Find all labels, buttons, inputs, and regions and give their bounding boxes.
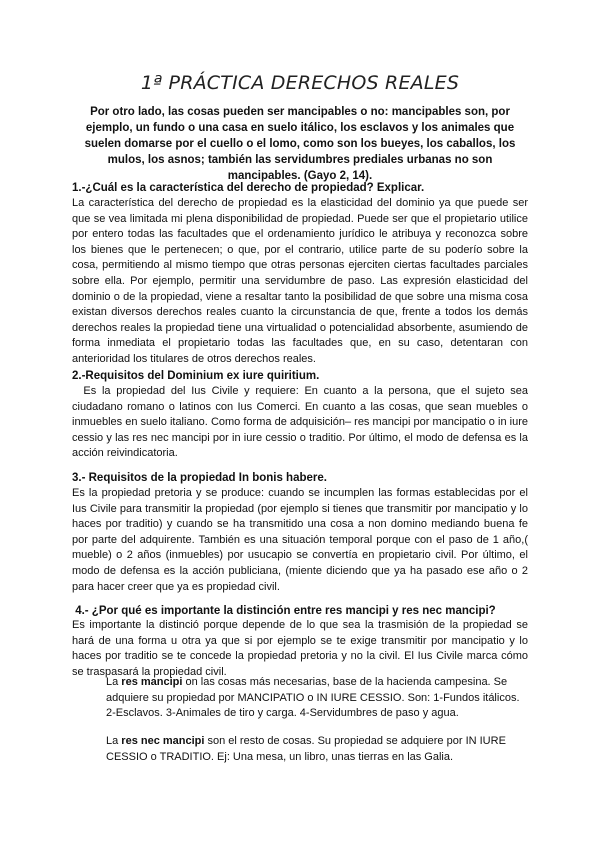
section-2-heading: 2.-Requisitos del Dominium ex iure quiritium. xyxy=(72,370,320,382)
res-nec-mancipi-term: res nec mancipi xyxy=(121,735,205,747)
section-4-body: Es importante la distinció porque depende de lo que sea la trasmisión de la propiedad se hará de una forma u otra ya que si por ejemplo se te exige transmitir por mancipatio y lo haces por traditio se te concede la propiedad pretoria y no la civil. El Ius Civile marca cómo se traspasará la propiedad civil. xyxy=(72,619,528,678)
section-3-heading: 3.- Requisitos de la propiedad In bonis habere. xyxy=(72,472,327,484)
res-nec-mancipi-paragraph xyxy=(106,734,526,765)
res-nec-mancipi-text: son el resto de cosas. Su propiedad se adquiere por IN IURE CESSIO o TRADITIO. Ej: Una mesa, un libro, unas tierras en las Galia. xyxy=(106,735,506,763)
section-1-heading: 1.-¿Cuál es la característica del derecho de propiedad? Explicar. xyxy=(72,182,425,194)
section-1-body: La característica del derecho de propiedad es la elasticidad del dominio ya que puede ser que se vea limitada mi plena disponibilidad de propiedad. Puede ser que el propietario utilice por entero todas las facultades que el ordenamiento jurídico le atribuya y reconozca sobre los bienes que le pertenecen; o que, por el contrario, utilice parte de su poderío sobre la cosa, permitiendo al mismo tiempo que otras personas ejerciten ciertas facultades parciales sobre ella. Por ejemplo, permitir una servidumbre de paso. Las expresión elasticidad del dominio o de la propiedad, viene a resaltar tanto la posibilidad de que sobre una misma cosa existan diversos derechos reales cuanto la circunstancia de que, frente a todos los demás derechos reales la propiedad tiene una virtualidad o potencialidad absorbente, asumiendo de forma inmediata el propietario todas las facultades que, en su caso, detentaran con anterioridad los titulares de otros derechos reales. xyxy=(72,197,528,365)
res-mancipi-text: on las cosas más necesarias, base de la hacienda campesina. Se adquiere su propiedad por MANCIPATIO o IN IURE CESSIO. Son: 1-Fundos itálicos. 2-Esclavos. 3-Animales de tiro y carga. 4-Servidumbres de paso y agua. xyxy=(106,676,520,720)
section-3-body: Es la propiedad pretoria y se produce: cuando se incumplen las formas establecidas por el Ius Civile para transmitir la propiedad (por ejemplo si tienes que transmitir por mancipatio y lo haces por traditio) y cuando se ha transmitido una cosa a non domino mediando buena fe por parte del adquirente. También es una situación temporal porque con el paso de 1 año,( mueble) o 2 años (inmuebles) por usucapio se convertía en propietario civil. Por último, el modo de defensa es la acción publiciana, (miente diciendo que ya ha pasado ese año o 2 para hacer creer que ya es propiedad civil. xyxy=(72,487,528,593)
document-title: 1ª PRÁCTICA DERECHOS REALES xyxy=(140,72,460,94)
section-4-heading: 4.- ¿Por qué es importante la distinción entre res mancipi y res nec mancipi? xyxy=(72,605,496,617)
res-nec-mancipi-pre: La xyxy=(106,735,122,747)
res-mancipi-paragraph xyxy=(106,675,526,722)
res-mancipi-pre: La xyxy=(106,676,122,688)
section-2-body: Es la propiedad del Ius Civile y requiere: En cuanto a la persona, que el sujeto sea ciudadano romano o latinos con Ius Comerci. En cuanto a las cosas, que sean muebles o inmuebles en suelo italiano. Como forma de adquisición– res mancipi por mancipatio o in iure cessio y las res nec mancipi por in iure cessio o traditio. Por último, el modo de defensa es la acción reivindicatoria. xyxy=(72,385,532,460)
res-mancipi-term: res mancipi xyxy=(121,676,183,688)
gayo-quote: Por otro lado, las cosas pueden ser mancipables o no: mancipables son, por ejemplo, un fundo o una casa en suelo itálico, los esclavos y los animales que suelen domarse por el cuello o el lomo, como son los bueyes, los caballos, los mulos, los asnos; también las servidumbres prediales urbanas no son mancipables. (Gayo 2, 14). xyxy=(84,106,516,182)
